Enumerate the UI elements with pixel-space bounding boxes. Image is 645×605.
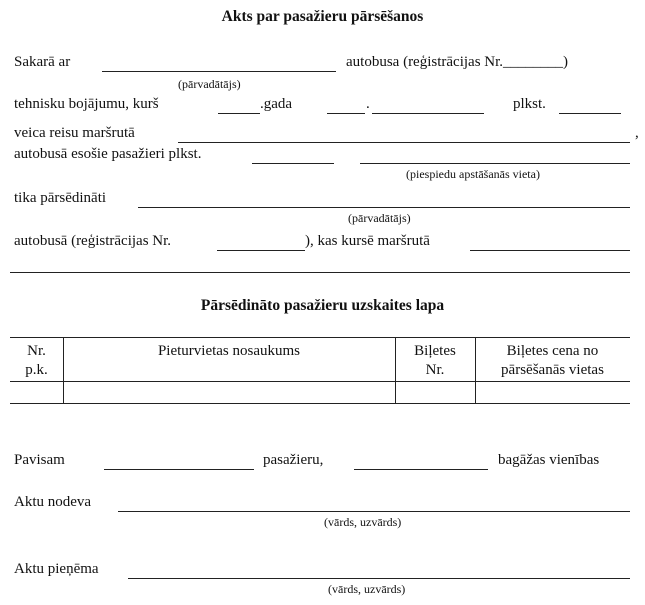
carrier-hint-1: (pārvadātājs) [178,77,241,91]
col-nr-line1: Nr. [27,343,46,359]
received-name-field[interactable] [128,578,630,579]
page-title: Akts par pasažieru pārsēšanos [221,8,424,25]
new-carrier-field[interactable] [138,207,630,208]
handed-label: Aktu nodeva [14,494,92,510]
col-price-line1: Biļetes cena no [506,343,599,359]
new-route-field[interactable] [470,250,630,251]
col-ticket-line1: Biļetes [414,343,456,359]
table-title: Pārsēdināto pasažieru uzskaites lapa [200,297,445,314]
line2-gada: .gada [260,96,293,112]
line2-dot: . [366,96,370,112]
line2-plkst: plkst. [513,96,546,112]
table-top-border [10,337,630,338]
totals-mid: pasažieru, [263,452,324,468]
damage-month-field[interactable] [372,113,484,114]
damage-day-field[interactable] [218,113,260,114]
received-hint: (vārds, uzvārds) [328,582,406,596]
col-nr-line2: p.k. [25,362,48,378]
stop-location-field[interactable] [360,163,630,164]
new-bus-reg-field[interactable] [217,250,305,251]
baggage-count-field[interactable] [354,469,488,470]
route-field[interactable] [178,142,630,143]
totals-suffix: bagāžas vienības [498,452,600,468]
line1-prefix: Sakarā ar [14,54,71,70]
handed-name-field[interactable] [118,511,630,512]
line6-prefix: autobusā (reģistrācijas Nr. [14,233,172,249]
carrier-field[interactable] [102,71,336,72]
col-price-line2: pārsēšanās vietas [501,362,604,378]
line2-prefix: tehnisku bojājumu, kurš [14,96,159,112]
carrier-hint-2: (pārvadātājs) [348,211,411,225]
damage-date-field[interactable] [327,113,365,114]
passenger-count-field[interactable] [104,469,254,470]
received-label: Aktu pieņēma [14,561,99,577]
line1-suffix: autobusa (reģistrācijas Nr.________) [346,54,569,70]
stop-location-hint: (piespiedu apstāšanās vieta) [406,167,540,181]
table-row[interactable] [10,382,630,403]
col-ticket-line2: Nr. [425,362,445,378]
line4-prefix: autobusā esošie pasažieri plkst. [14,146,202,162]
line3-prefix: veica reisu maršrutā [14,125,135,141]
transfer-time-field[interactable] [252,163,334,164]
route-continuation-field[interactable] [10,272,630,273]
handed-hint: (vārds, uzvārds) [324,515,402,529]
line5-prefix: tika pārsēdināti [14,190,107,206]
line6-suffix: ), kas kursē maršrutā [305,233,430,249]
damage-time-field[interactable] [559,113,621,114]
totals-prefix: Pavisam [14,452,65,468]
col-stop-header: Pieturvietas nosaukums [157,343,301,359]
line3-comma: , [635,125,639,141]
table-bottom-border [10,403,630,404]
